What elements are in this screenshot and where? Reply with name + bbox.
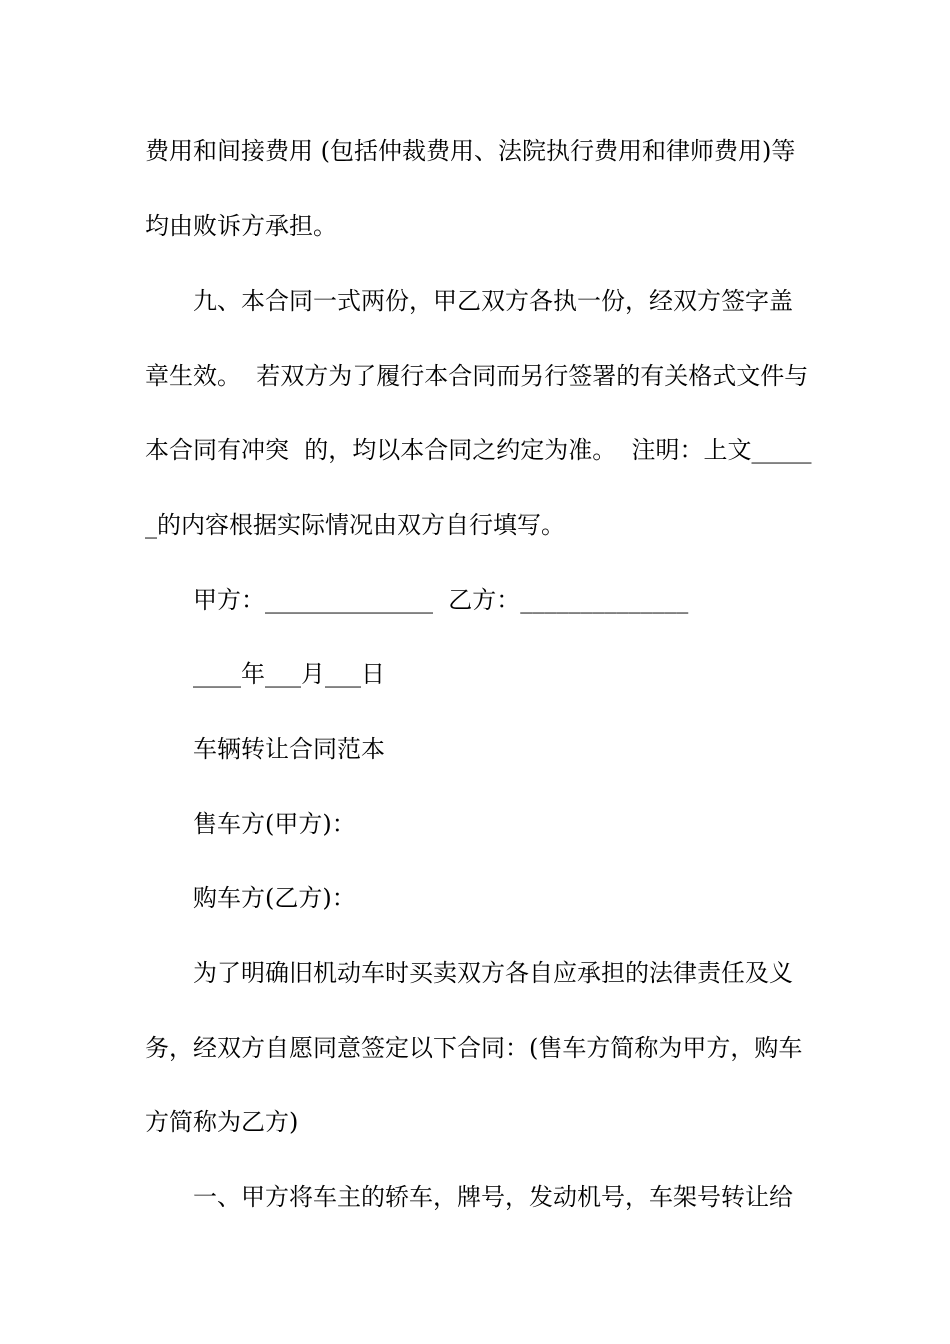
paragraph-line: 均由败诉方承担。 bbox=[145, 212, 337, 240]
paragraph-line: _的内容根据实际情况由双方自行填写。 bbox=[145, 511, 565, 539]
paragraph-line: 方简称为乙方) bbox=[145, 1108, 299, 1136]
seller-label: 售车方(甲方)： bbox=[193, 810, 356, 838]
paragraph-line: 费用和间接费用 (包括仲裁费用、法院执行费用和律师费用)等 bbox=[145, 137, 796, 165]
paragraph-line: 为了明确旧机动车时买卖双方各自应承担的法律责任及义 bbox=[193, 959, 793, 987]
date-line: ____年___月___日 bbox=[193, 660, 385, 688]
section-title: 车辆转让合同范本 bbox=[193, 735, 385, 763]
paragraph-line: 务，经双方自愿同意签定以下合同：(售车方简称为甲方，购车 bbox=[145, 1034, 803, 1062]
paragraph-line: 本合同有冲突 的，均以本合同之约定为准。 注明：上文_____ bbox=[145, 436, 812, 464]
paragraph-line: 一、甲方将车主的轿车，牌号，发动机号，车架号转让给 bbox=[193, 1183, 793, 1211]
paragraph-line: 章生效。 若双方为了履行本合同而另行签署的有关格式文件与 bbox=[145, 362, 809, 390]
paragraph-line: 九、本合同一式两份，甲乙双方各执一份，经双方签字盖 bbox=[193, 287, 793, 315]
signature-line: 甲方：______________ 乙方：______________ bbox=[193, 586, 689, 614]
buyer-label: 购车方(乙方)： bbox=[193, 884, 356, 912]
